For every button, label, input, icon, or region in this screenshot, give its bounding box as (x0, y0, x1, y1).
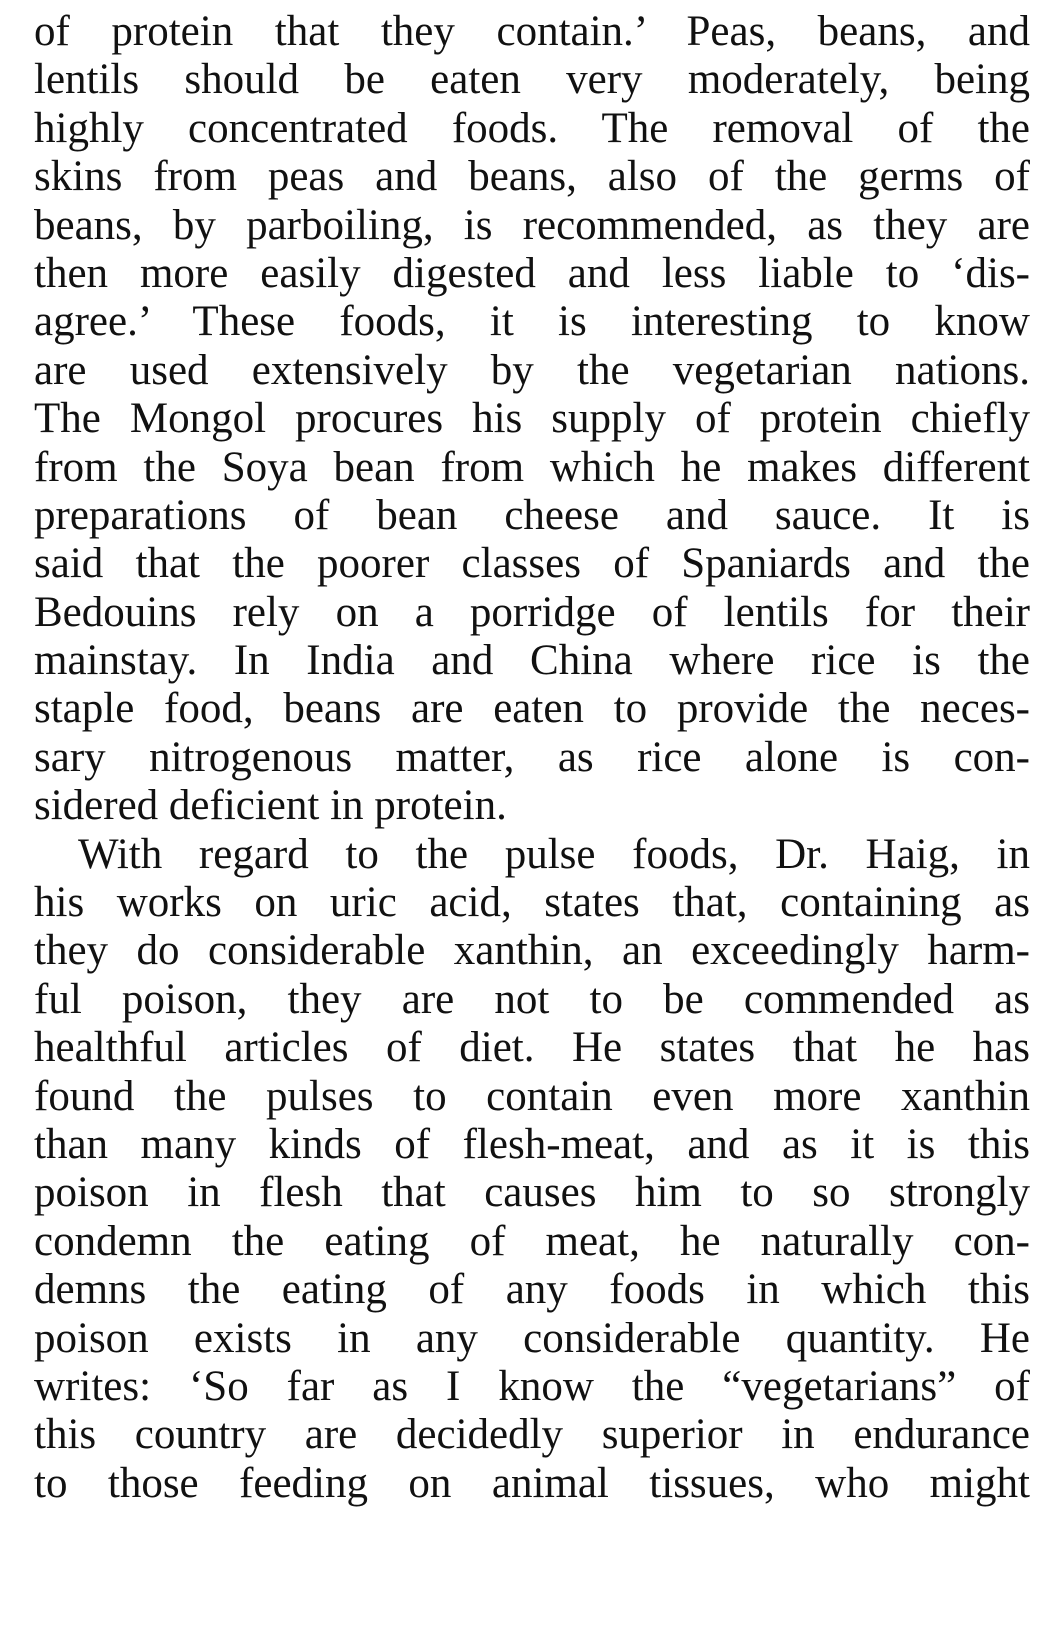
text-line: his works on uric acid, states that, containing as (34, 879, 1030, 927)
text-line: writes: ‘So far as I know the “vegetarians” of (34, 1362, 1030, 1410)
text-line: of protein that they contain.’ Peas, beans, and (34, 8, 1030, 55)
text-line: The Mongol procures his supply of protein chiefly (34, 395, 1030, 443)
text-line: from the Soya bean from which he makes different (34, 443, 1030, 491)
text-line: than many kinds of flesh-meat, and as it is this (34, 1120, 1030, 1168)
text-line: ful poison, they are not to be commended as (34, 975, 1030, 1023)
text-line: healthful articles of diet. He states that he has (34, 1024, 1030, 1072)
text-line: skins from peas and beans, also of the germs of (34, 153, 1030, 201)
text-line: to those feeding on animal tissues, who might (34, 1459, 1030, 1507)
text-line: sidered deficient in protein. (34, 782, 507, 830)
text-line: agree.’ These foods, it is interesting to know (34, 298, 1030, 346)
text-line: then more easily digested and less liable to ‘dis- (34, 249, 1030, 297)
text-line: condemn the eating of meat, he naturally con- (34, 1217, 1030, 1265)
text-line: beans, by parboiling, is recommended, as they are (34, 201, 1030, 249)
text-line: staple food, beans are eaten to provide the neces- (34, 685, 1030, 733)
book-page (34, 8, 1030, 1508)
text-line: are used extensively by the vegetarian nations. (34, 346, 1030, 394)
text-line: mainstay. In India and China where rice is the (34, 637, 1030, 685)
text-line: this country are decidedly superior in endurance (34, 1411, 1030, 1459)
text-line: Bedouins rely on a porridge of lentils for their (34, 588, 1030, 636)
text-line: demns the eating of any foods in which this (34, 1266, 1030, 1314)
text-line: found the pulses to contain even more xanthin (34, 1072, 1030, 1120)
text-line: With regard to the pulse foods, Dr. Haig, in (78, 830, 1030, 878)
text-line: preparations of bean cheese and sauce. It is (34, 491, 1030, 539)
text-line: said that the poorer classes of Spaniards and the (34, 540, 1030, 588)
text-line: lentils should be eaten very moderately, being (34, 56, 1030, 104)
paragraph-2 (34, 831, 1030, 1508)
paragraph-1 (34, 8, 1030, 831)
text-line: poison exists in any considerable quantity. He (34, 1314, 1030, 1362)
text-line: sary nitrogenous matter, as rice alone is con- (34, 733, 1030, 781)
text-line: highly concentrated foods. The removal of the (34, 104, 1030, 152)
text-line: they do considerable xanthin, an exceedingly harm- (34, 927, 1030, 975)
text-line: poison in flesh that causes him to so strongly (34, 1169, 1030, 1217)
